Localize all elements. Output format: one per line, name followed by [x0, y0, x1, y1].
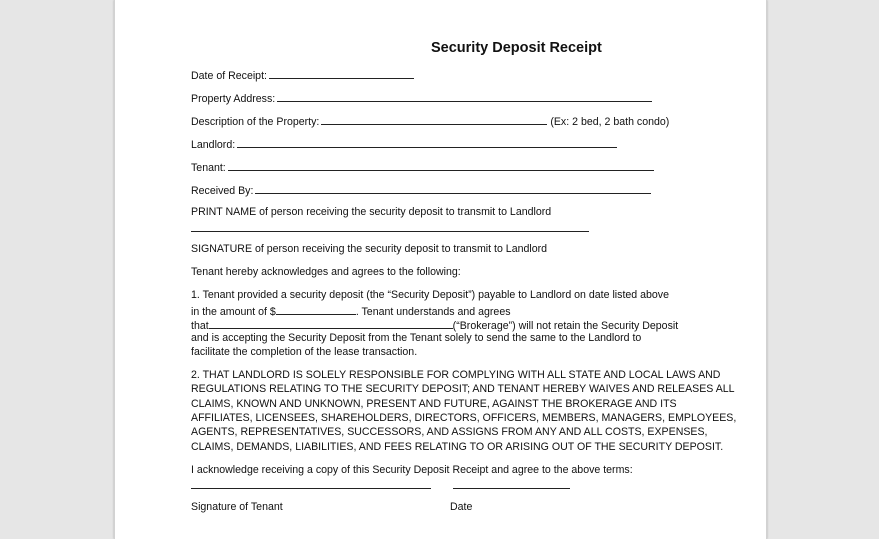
- tenant-row: [191, 160, 654, 175]
- landlord-row: [191, 137, 617, 152]
- document-title: Security Deposit Receipt: [431, 40, 602, 56]
- tenant-signature-line[interactable]: [191, 488, 431, 489]
- acknowledge-copy: I acknowledge receiving a copy of this Security Deposit Receipt and agree to the above terms:: [191, 464, 633, 476]
- description-label: Description of the Property:: [191, 116, 320, 128]
- property-address-row: [191, 91, 652, 106]
- description-blank[interactable]: [321, 114, 547, 125]
- clause1-line3: [191, 318, 678, 333]
- clause2-line2: REGULATIONS RELATING TO THE SECURITY DEPOSIT; AND TENANT HEREBY WAIVES AND RELEASES ALL: [191, 383, 735, 395]
- description-row: [191, 114, 669, 129]
- document-page: [114, 0, 767, 539]
- received-by-blank[interactable]: [255, 183, 651, 194]
- tenant-label: Tenant:: [191, 162, 226, 174]
- tenant-blank[interactable]: [228, 160, 654, 171]
- clause1-line2-rest: . Tenant understands and agrees: [355, 306, 511, 318]
- amount-label: in the amount of $: [191, 306, 276, 318]
- date-of-receipt-row: [191, 68, 414, 83]
- property-address-label: Property Address:: [191, 93, 276, 105]
- clause1-that: that: [191, 320, 209, 332]
- clause1-line1: 1. Tenant provided a security deposit (the “Security Deposit”) payable to Landlord on date listed above: [191, 289, 669, 301]
- received-by-label: Received By:: [191, 185, 254, 197]
- date-label: Date: [450, 501, 473, 513]
- landlord-label: Landlord:: [191, 139, 236, 151]
- received-by-row: [191, 183, 651, 198]
- amount-blank[interactable]: [276, 304, 356, 315]
- clause1-line2: [191, 304, 511, 319]
- clause2-line5: AGENTS, REPRESENTATIVES, SUCCESSORS, AND ASSIGNS FROM ANY AND ALL COSTS, EXPENSES,: [191, 426, 708, 438]
- signature-label: SIGNATURE of person receiving the security deposit to transmit to Landlord: [191, 243, 548, 255]
- date-of-receipt-blank[interactable]: [269, 68, 414, 79]
- print-name-line[interactable]: [191, 231, 589, 232]
- description-example: (Ex: 2 bed, 2 bath condo): [550, 116, 670, 128]
- clause2-line4: AFFILIATES, LICENSEES, SHAREHOLDERS, DIRECTORS, OFFICERS, MEMBERS, MANAGERS, EMPLOYEES,: [191, 412, 737, 424]
- date-of-receipt-label: Date of Receipt:: [191, 70, 267, 82]
- clause1-line3-rest: (“Brokerage”) will not retain the Security Deposit: [452, 320, 679, 332]
- clause1-line4: and is accepting the Security Deposit from the Tenant solely to send the same to the Landlord to: [191, 332, 642, 344]
- clause2-line3: CLAIMS, KNOWN AND UNKNOWN, PRESENT AND FUTURE, AGAINST THE BROKERAGE AND ITS: [191, 398, 677, 410]
- date-line[interactable]: [453, 488, 570, 489]
- clause1-line5: facilitate the completion of the lease transaction.: [191, 346, 418, 358]
- signature-of-tenant-label: Signature of Tenant: [191, 501, 283, 513]
- acknowledge-intro: Tenant hereby acknowledges and agrees to the following:: [191, 266, 461, 278]
- landlord-blank[interactable]: [237, 137, 617, 148]
- brokerage-blank[interactable]: [209, 318, 453, 329]
- print-name-label: PRINT NAME of person receiving the security deposit to transmit to Landlord: [191, 206, 552, 218]
- clause2-line1: 2. THAT LANDLORD IS SOLELY RESPONSIBLE FOR COMPLYING WITH ALL STATE AND LOCAL LAWS AND: [191, 369, 721, 381]
- property-address-blank[interactable]: [277, 91, 652, 102]
- clause2-line6: CLAIMS, DEMANDS, LIABILITIES, AND FEES RELATING TO OR ARISING OUT OF THE SECURITY DEPOSIT.: [191, 441, 724, 453]
